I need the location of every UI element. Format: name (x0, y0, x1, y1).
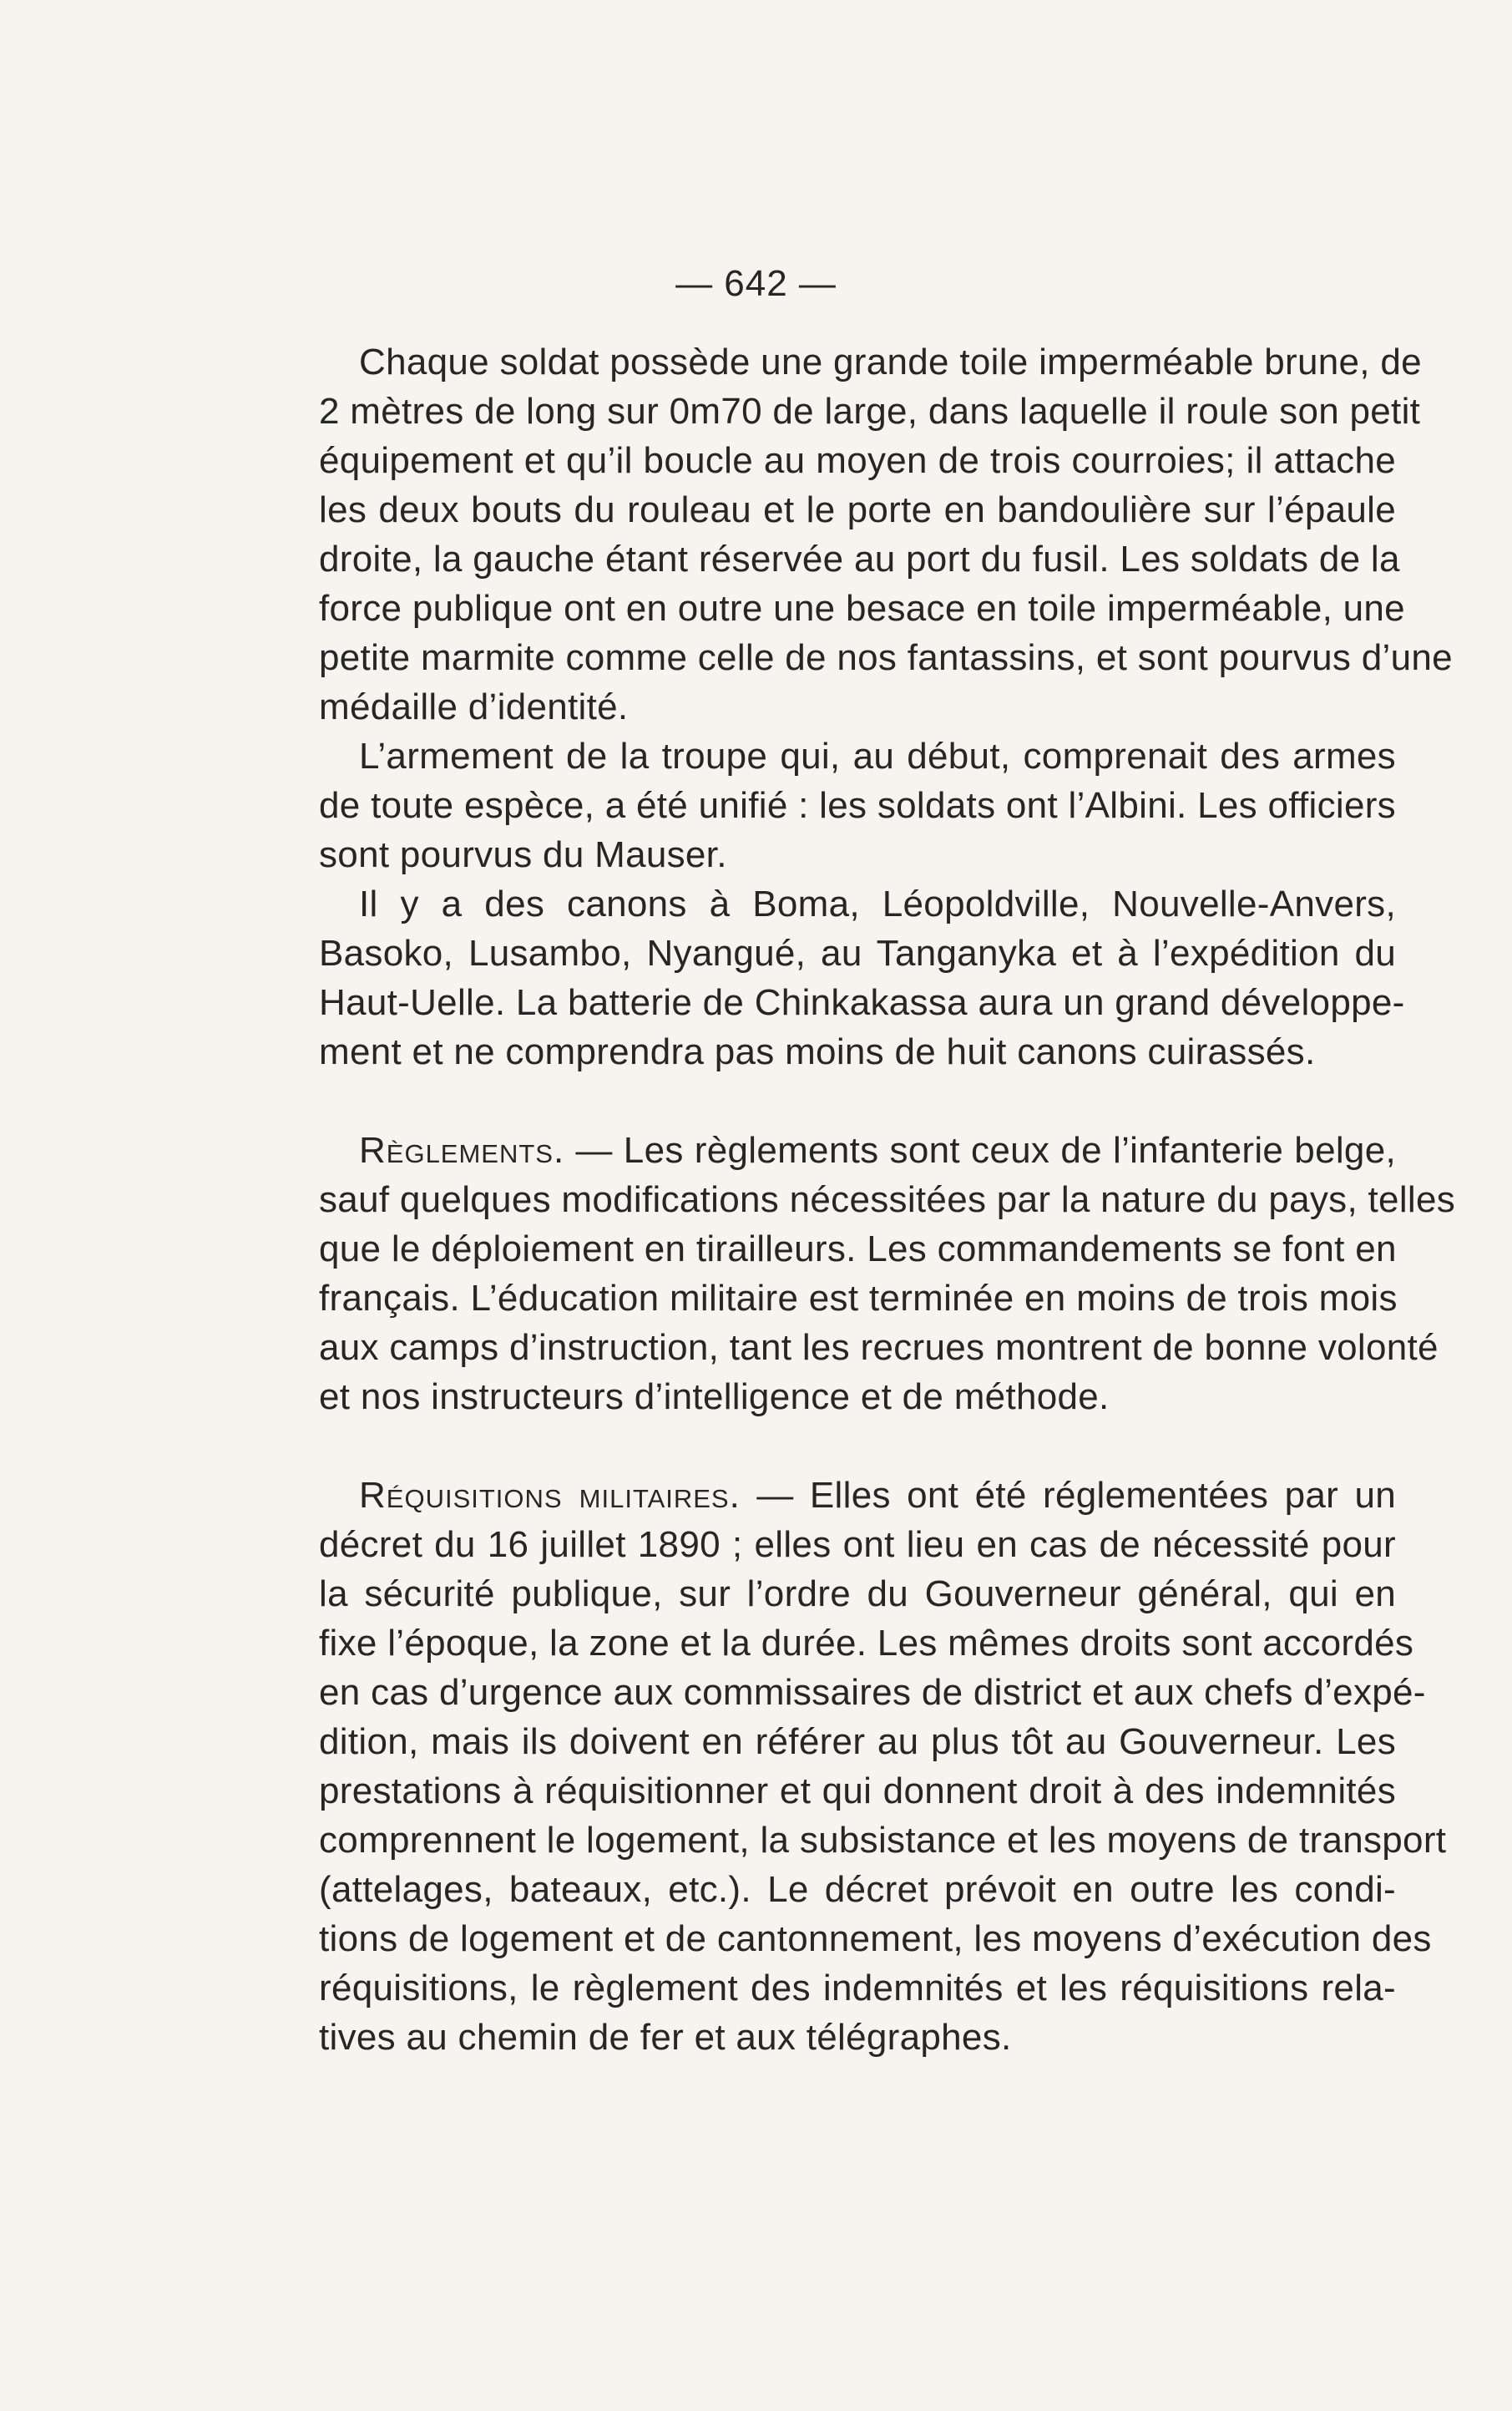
paragraph-line: aux camps d’instruction, tant les recrues montrent de bonne volonté (319, 1327, 1439, 1368)
paragraph-line: droite, la gauche étant réservée au port du fusil. Les soldats de la (319, 539, 1400, 580)
paragraph-line: décret du 16 juillet 1890 ; elles ont lieu en cas de nécessité pour (319, 1524, 1396, 1565)
paragraph-line: ment et ne comprendra pas moins de huit canons cuirassés. (319, 1031, 1316, 1072)
paragraph-line: français. L’éducation militaire est terminée en moins de trois mois (319, 1278, 1398, 1319)
body-text (319, 337, 1456, 2062)
paragraph-line: sauf quelques modifications nécessitées par la nature du pays, telles (319, 1179, 1456, 1220)
paragraph-line: tions de logement et de cantonnement, les moyens d’exécution des (319, 1918, 1432, 1959)
paragraph-line: médaille d’identité. (319, 686, 629, 727)
paragraph-line: Haut-Uelle. La batterie de Chinkakassa aura un grand développe- (319, 982, 1405, 1023)
section-gap (319, 1421, 1396, 1471)
paragraph-line: tives au chemin de fer et aux télégraphes. (319, 2017, 1012, 2058)
paragraph-text: — Elles ont été réglementées par un (756, 1475, 1396, 1516)
paragraph-line: sont pourvus du Mauser. (319, 834, 727, 875)
paragraph-line: L’armement de la troupe qui, au début, comprenait des armes (359, 736, 1396, 777)
paragraph-line: réquisitions, le règlement des indemnités et les réquisitions rela- (319, 1968, 1396, 2008)
paragraph-line: prestations à réquisitionner et qui donnent droit à des indemnités (319, 1770, 1396, 1811)
paragraph-line: les deux bouts du rouleau et le porte en bandoulière sur l’épaule (319, 489, 1396, 530)
paragraph-line: petite marmite comme celle de nos fantassins, et sont pourvus d’une (319, 637, 1453, 678)
paragraph-text: — Les règlements sont ceux de l’infanterie belge, (575, 1130, 1396, 1171)
paragraph-line: Il y a des canons à Boma, Léopoldville, Nouvelle-Anvers, (359, 884, 1396, 924)
paragraph-line: et nos instructeurs d’intelligence et de méthode. (319, 1376, 1110, 1417)
section-heading: Règlements. (359, 1130, 565, 1171)
paragraph-line: la sécurité publique, sur l’ordre du Gouverneur général, qui en (319, 1573, 1396, 1614)
paragraph-line: de toute espèce, a été unifié : les soldats ont l’Albini. Les officiers (319, 785, 1396, 826)
paragraph-line: 2 mètres de long sur 0m70 de large, dans laquelle il roule son petit (319, 391, 1421, 432)
paragraph-line: en cas d’urgence aux commissaires de district et aux chefs d’expé- (319, 1672, 1426, 1713)
section-heading-line (319, 1126, 1396, 1175)
paragraph-line: dition, mais ils doivent en référer au plus tôt au Gouverneur. Les (319, 1721, 1396, 1762)
section-heading: Réquisitions militaires. (359, 1475, 741, 1516)
paragraph-line: Chaque soldat possède une grande toile imperméable brune, de (359, 342, 1422, 382)
paragraph-line: équipement et qu’il boucle au moyen de trois courroies; il attache (319, 440, 1396, 481)
paragraph-line: Basoko, Lusambo, Nyangué, au Tanganyka et à l’expédition du (319, 933, 1396, 974)
paragraph-line: que le déploiement en tirailleurs. Les commandements se font en (319, 1228, 1397, 1269)
page-number: — 642 — (675, 263, 837, 304)
paragraph-line: (attelages, bateaux, etc.). Le décret prévoit en outre les condi- (319, 1869, 1396, 1910)
section-heading-line (319, 1471, 1396, 1520)
section-gap (319, 1076, 1396, 1126)
paragraph-line: fixe l’époque, la zone et la durée. Les mêmes droits sont accordés (319, 1623, 1414, 1664)
paragraph-line: force publique ont en outre une besace en toile imperméable, une (319, 588, 1405, 629)
paragraph-line: comprennent le logement, la subsistance et les moyens de transport (319, 1820, 1447, 1861)
